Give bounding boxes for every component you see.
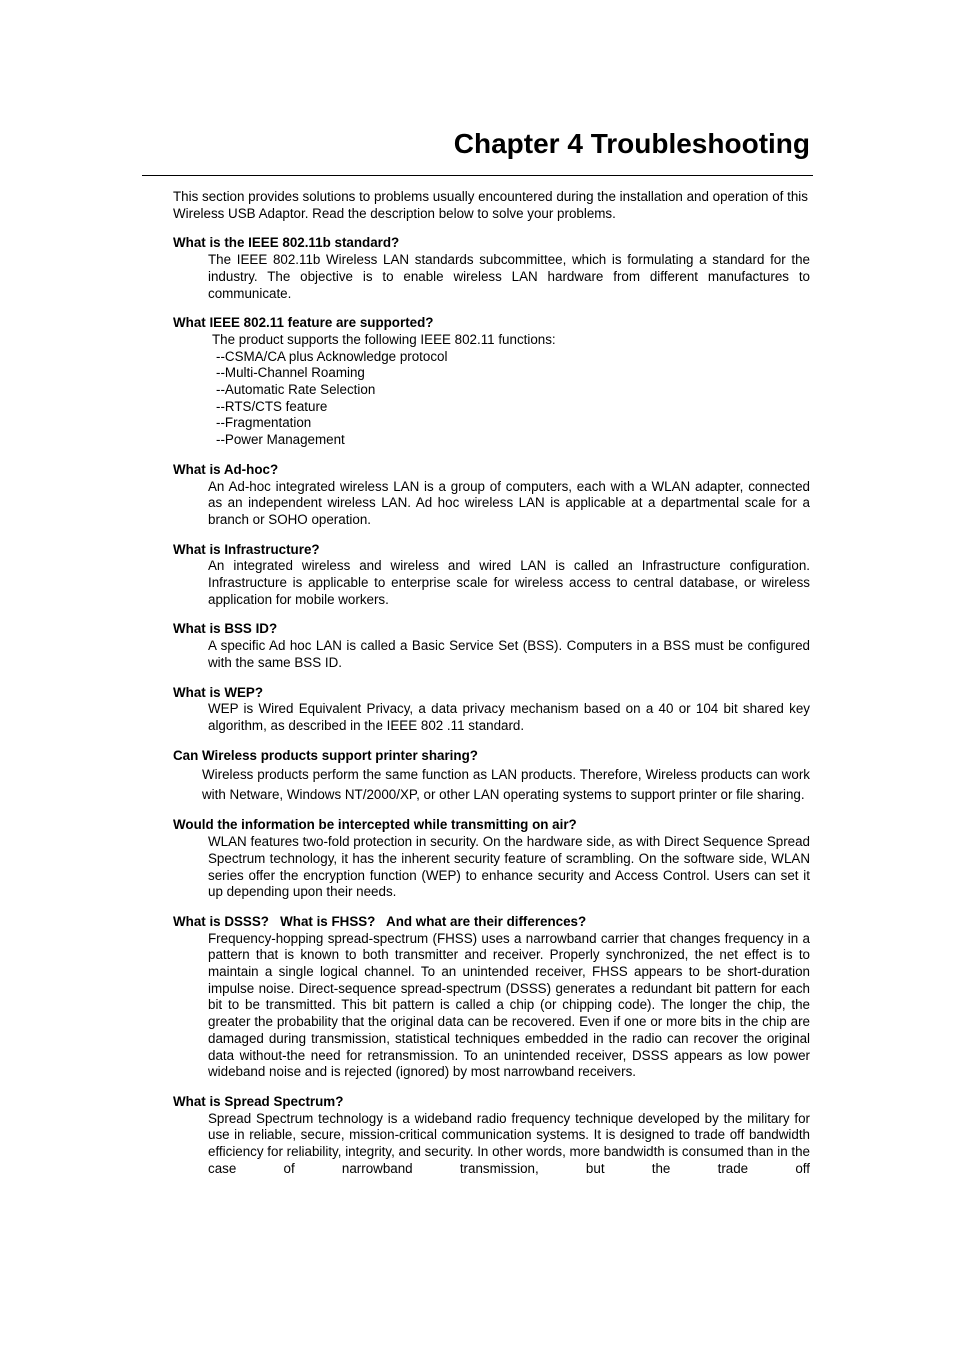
page-title: Chapter 4 Troubleshooting xyxy=(453,128,810,159)
list-item: --CSMA/CA plus Acknowledge protocol xyxy=(216,348,448,364)
faq-question: What is BSS ID? xyxy=(173,621,278,637)
faq-question: What is the IEEE 802.11b standard? xyxy=(173,235,400,251)
faq-item-bss-id xyxy=(173,621,825,671)
faq-answer: An integrated wireless and wireless and wired LAN is called an Infrastructure configuration. Infrastructure is applicable to enterprise scale for wireless access to central database, or wireless application for mobile workers. xyxy=(208,558,810,607)
faq-item-features xyxy=(173,315,825,449)
faq-item-ad-hoc xyxy=(173,462,825,529)
faq-question: What is DSSS? What is FHSS? And what are their differences? xyxy=(173,913,587,929)
list-item: --Automatic Rate Selection xyxy=(216,382,376,398)
document-body xyxy=(173,189,825,1190)
faq-answer: The product supports the following IEEE 802.11 functions: xyxy=(212,331,556,347)
faq-answer: WEP is Wired Equivalent Privacy, a data privacy mechanism based on a 40 or 104 bit shared key algorithm, as described in the IEEE 802 .11 standard. xyxy=(208,701,810,733)
faq-answer: The IEEE 802.11b Wireless LAN standards subcommittee, which is formulating a standard for the industry. The objective is to enable wireless LAN hardware from different manufactures to communicate. xyxy=(208,252,810,301)
faq-answer: Frequency-hopping spread-spectrum (FHSS) uses a narrowband carrier that changes frequency in a pattern that is known to both transmitter and receiver. Properly synchronized, the net effect is to maintain a single logical channel. To an unintended receiver, FHSS appears to be short-duration impulse noise. Direct-sequence spread-spectrum (DSSS) generates a redundant bit pattern for each bit to be transmitted. This bit pattern is called a chip (or chipping code). The longer the chip, the greater the probability that the original data can be recovered. Even if one or more bits in the chip are damaged during transmission, statistical techniques embedded in the radio can recover the original data without-the need for retransmission. To an unintended receiver, DSSS appears as low power wideband noise and is rejected (ignored) by most narrowband receivers. xyxy=(208,930,810,1080)
faq-item-spread-spectrum xyxy=(173,1094,825,1178)
faq-question: Would the information be intercepted while transmitting on air? xyxy=(173,817,577,833)
faq-answer: Wireless products perform the same function as LAN products. Therefore, Wireless products can work with Netware, Windows NT/2000/XP, or other LAN operating systems to support printer or file sharing. xyxy=(202,767,810,802)
list-item: --Power Management xyxy=(216,432,345,448)
faq-question: Can Wireless products support printer sharing? xyxy=(173,747,478,763)
faq-item-dsss-fhss xyxy=(173,914,825,1081)
faq-answer: Spread Spectrum technology is a wideband radio frequency technique developed by the military for use in reliable, secure, mission-critical communication systems. It is designed to trade off bandwidth efficiency for reliability, integrity, and security. In other words, more bandwidth is consumed than in the case of narrowband transmission, but the trade off xyxy=(208,1110,810,1176)
list-item: --RTS/CTS feature xyxy=(216,398,328,414)
faq-question: What is WEP? xyxy=(173,684,264,700)
feature-list xyxy=(212,349,825,449)
faq-question: What is Infrastructure? xyxy=(173,541,320,557)
faq-answer: WLAN features two-fold protection in security. On the hardware side, as with Direct Sequence Spread Spectrum technology, it has the inherent security feature of scrambling. On the software side, WLAN series offer the encryption function (WEP) to enhance security and Access Control. Users can set it up depending upon their needs. xyxy=(208,834,810,900)
faq-question: What IEEE 802.11 feature are supported? xyxy=(173,315,434,331)
faq-answer: An Ad-hoc integrated wireless LAN is a group of computers, each with a WLAN adapter, connected as an independent wireless LAN. Ad hoc wireless LAN is applicable at a departmental scale for a branch or SOHO operation. xyxy=(208,478,810,527)
faq-item-interception xyxy=(173,817,825,901)
faq-question: What is Ad-hoc? xyxy=(173,461,279,477)
list-item: --Fragmentation xyxy=(216,415,312,431)
faq-item-infrastructure xyxy=(173,542,825,609)
intro-paragraph: This section provides solutions to problems usually encountered during the installation and operation of this Wireless USB Adaptor. Read the description below to solve your problems. xyxy=(173,189,808,221)
faq-answer: A specific Ad hoc LAN is called a Basic Service Set (BSS). Computers in a BSS must be configured with the same BSS ID. xyxy=(208,638,810,670)
faq-question: What is Spread Spectrum? xyxy=(173,1093,344,1109)
faq-item-printer-sharing xyxy=(173,748,825,805)
faq-item-wep xyxy=(173,685,825,735)
title-divider xyxy=(142,175,813,176)
faq-item-ieee-80211b xyxy=(173,235,825,302)
list-item: --Multi-Channel Roaming xyxy=(216,365,365,381)
